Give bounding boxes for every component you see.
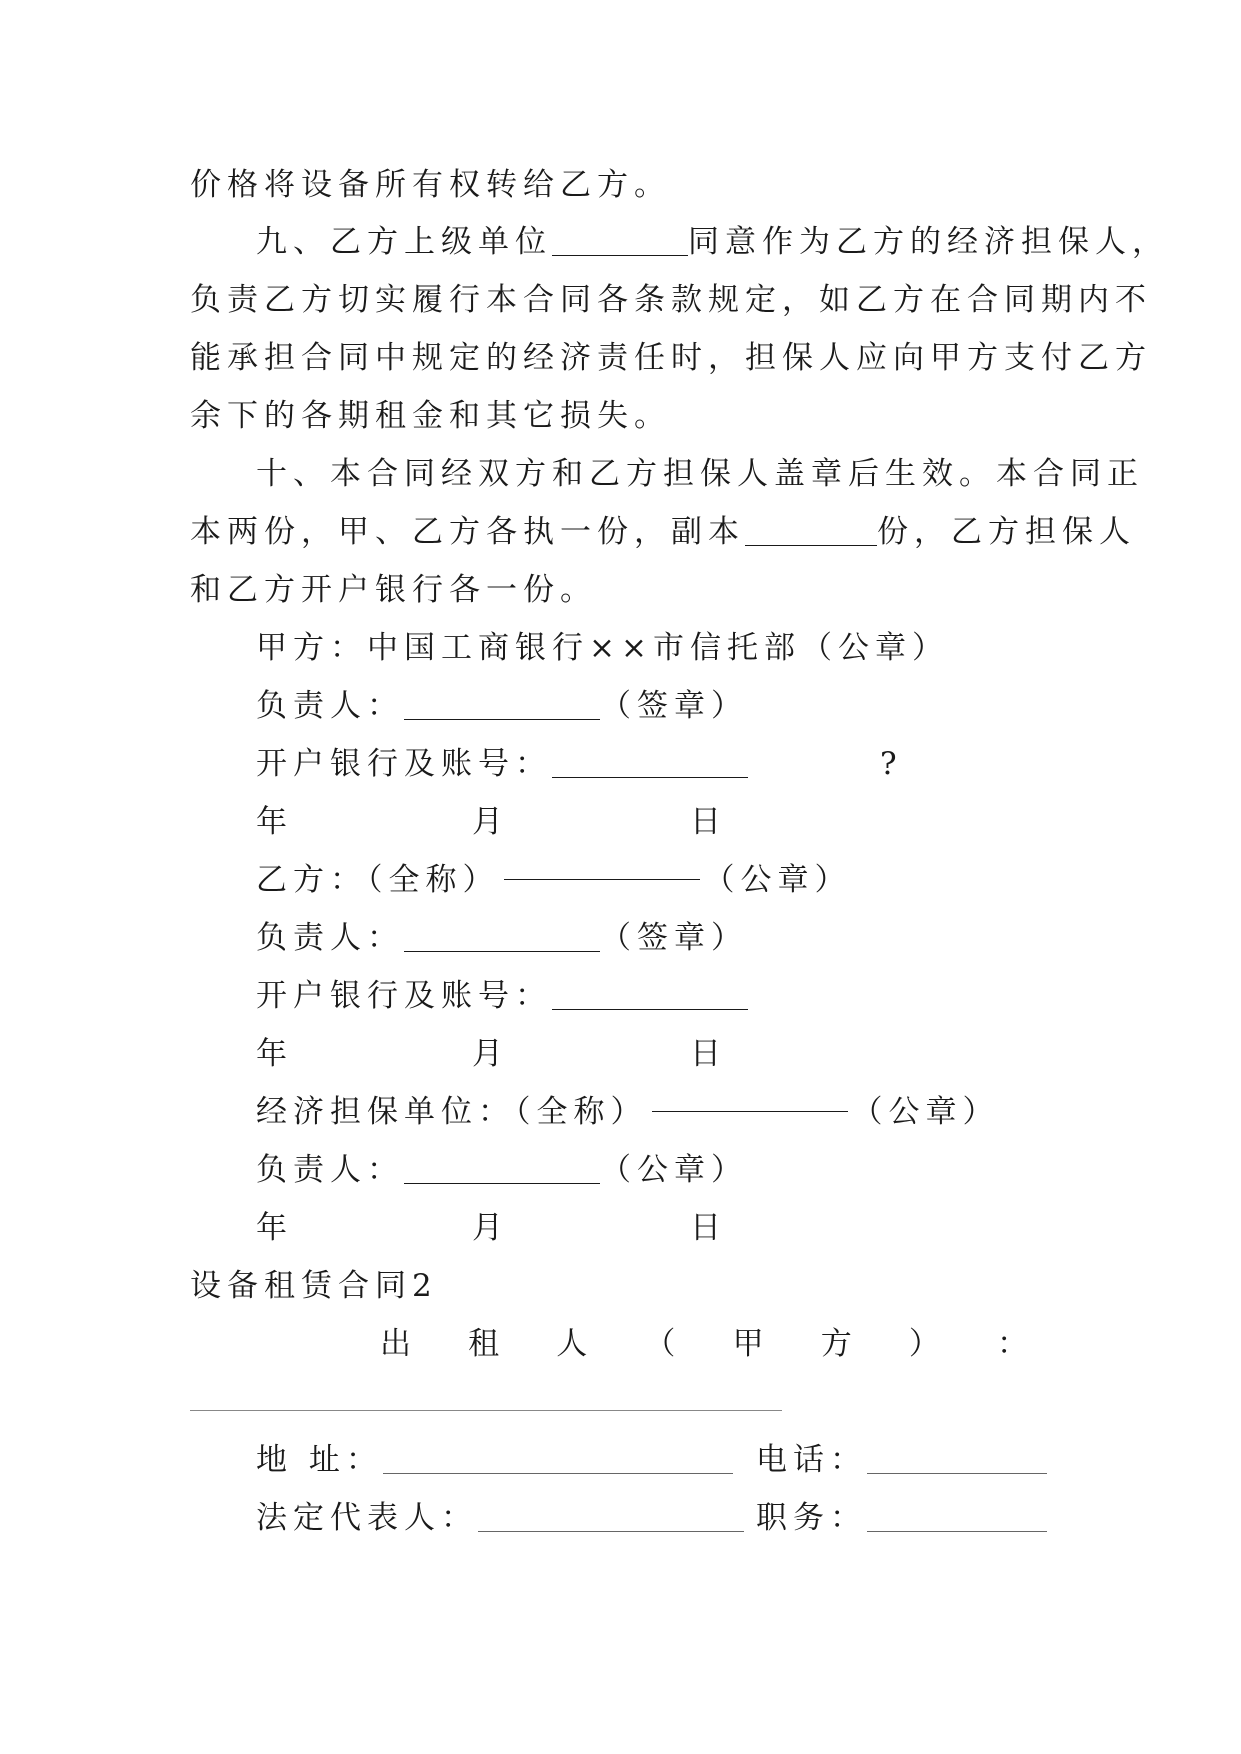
party-b-name-label: 乙方：（全称） bbox=[256, 862, 500, 898]
paragraph-line: 能承担合同中规定的经济责任时，担保人应向甲方支付乙方 bbox=[190, 340, 1152, 376]
lessor-heading bbox=[380, 1324, 1028, 1364]
address-label: 地 址： bbox=[256, 1442, 383, 1478]
position-line bbox=[756, 1498, 1047, 1538]
rep-label: 负责人： bbox=[256, 688, 404, 724]
lessor-char: ： bbox=[996, 1326, 1028, 1362]
seal-note: （签章） bbox=[600, 920, 748, 956]
date-day: 日 bbox=[690, 1210, 721, 1246]
lessor-char: （ bbox=[644, 1326, 676, 1362]
party-b-name-dash bbox=[504, 879, 700, 880]
lessor-name-blank bbox=[190, 1410, 782, 1411]
paragraph-line: 余下的各期租金和其它损失。 bbox=[190, 398, 671, 434]
position-label: 职务： bbox=[756, 1500, 867, 1536]
guarantor-name-line bbox=[256, 1092, 1000, 1132]
paragraph-line: 价格将设备所有权转给乙方。 bbox=[190, 167, 671, 203]
legal-rep-blank bbox=[478, 1501, 744, 1532]
date-year: 年 bbox=[256, 1210, 287, 1246]
guarantor-name-label: 经济担保单位：（全称） bbox=[256, 1094, 648, 1130]
rep-label: 负责人： bbox=[256, 1152, 404, 1188]
legal-rep-label: 法定代表人： bbox=[256, 1500, 478, 1536]
date-month: 月 bbox=[472, 1036, 503, 1072]
clause-nine-text-b: 同意作为乙方的经济担保人， bbox=[688, 224, 1169, 260]
paragraph-line: 和乙方开户银行各一份。 bbox=[190, 572, 597, 608]
paragraph-line: 负责乙方切实履行本合同各条款规定，如乙方在合同期内不 bbox=[190, 282, 1152, 318]
lessor-char: 甲 bbox=[732, 1326, 764, 1362]
party-a-rep-blank bbox=[404, 689, 600, 720]
date-month: 月 bbox=[472, 1210, 503, 1246]
date-year: 年 bbox=[256, 1036, 287, 1072]
copies-count-blank bbox=[745, 515, 877, 546]
guarantor-date-line bbox=[256, 1208, 756, 1248]
address-line bbox=[256, 1440, 733, 1480]
party-a-date-line bbox=[256, 802, 756, 842]
party-b-rep-blank bbox=[404, 921, 600, 952]
copies-text-b: 份，乙方担保人 bbox=[877, 514, 1136, 550]
date-day: 日 bbox=[690, 804, 721, 840]
bank-label: 开户银行及账号： bbox=[256, 978, 552, 1014]
phone-blank bbox=[867, 1443, 1047, 1474]
date-day: 日 bbox=[690, 1036, 721, 1072]
lessor-char: 人 bbox=[556, 1326, 588, 1362]
party-b-rep-line bbox=[256, 918, 748, 958]
clause-nine-text-a: 九、乙方上级单位 bbox=[256, 224, 552, 260]
guarantor-rep-blank bbox=[404, 1153, 600, 1184]
copies-text-a: 本两份，甲、乙方各执一份，副本 bbox=[190, 514, 745, 550]
seal-note: （公章） bbox=[703, 862, 852, 898]
seal-note: （公章） bbox=[851, 1094, 1000, 1130]
contract-2-title: 设备租赁合同2 bbox=[190, 1268, 438, 1304]
rep-label: 负责人： bbox=[256, 920, 404, 956]
party-b-name-line bbox=[256, 860, 852, 900]
seal-note: （签章） bbox=[600, 688, 748, 724]
legal-rep-line bbox=[256, 1498, 744, 1538]
party-a-bank-line bbox=[256, 744, 748, 784]
copies-line bbox=[190, 512, 1136, 552]
lessor-char: ） bbox=[908, 1326, 940, 1362]
phone-line bbox=[756, 1440, 1047, 1480]
guarantor-name-dash bbox=[652, 1111, 848, 1112]
lessor-char: 出 bbox=[380, 1326, 411, 1362]
date-year: 年 bbox=[256, 804, 287, 840]
party-a-rep-line bbox=[256, 686, 748, 726]
party-b-bank-line bbox=[256, 976, 748, 1016]
phone-label: 电话： bbox=[756, 1442, 867, 1478]
bank-label: 开户银行及账号： bbox=[256, 746, 552, 782]
lessor-char: 方 bbox=[820, 1326, 852, 1362]
party-a-bank-blank bbox=[552, 747, 748, 778]
address-blank bbox=[383, 1443, 733, 1474]
guarantor-unit-blank bbox=[552, 225, 688, 256]
clause-ten-line: 十、本合同经双方和乙方担保人盖章后生效。本合同正 bbox=[256, 456, 1144, 492]
party-a-name: 甲方：中国工商银行××市信托部（公章） bbox=[256, 630, 949, 666]
position-blank bbox=[867, 1501, 1047, 1532]
seal-note: （公章） bbox=[600, 1152, 748, 1188]
guarantor-rep-line bbox=[256, 1150, 748, 1190]
party-b-bank-blank bbox=[552, 979, 748, 1010]
clause-nine-line bbox=[256, 222, 1169, 262]
lessor-char: 租 bbox=[468, 1326, 500, 1362]
party-b-date-line bbox=[256, 1034, 756, 1074]
question-mark: ? bbox=[880, 746, 897, 782]
date-month: 月 bbox=[472, 804, 503, 840]
